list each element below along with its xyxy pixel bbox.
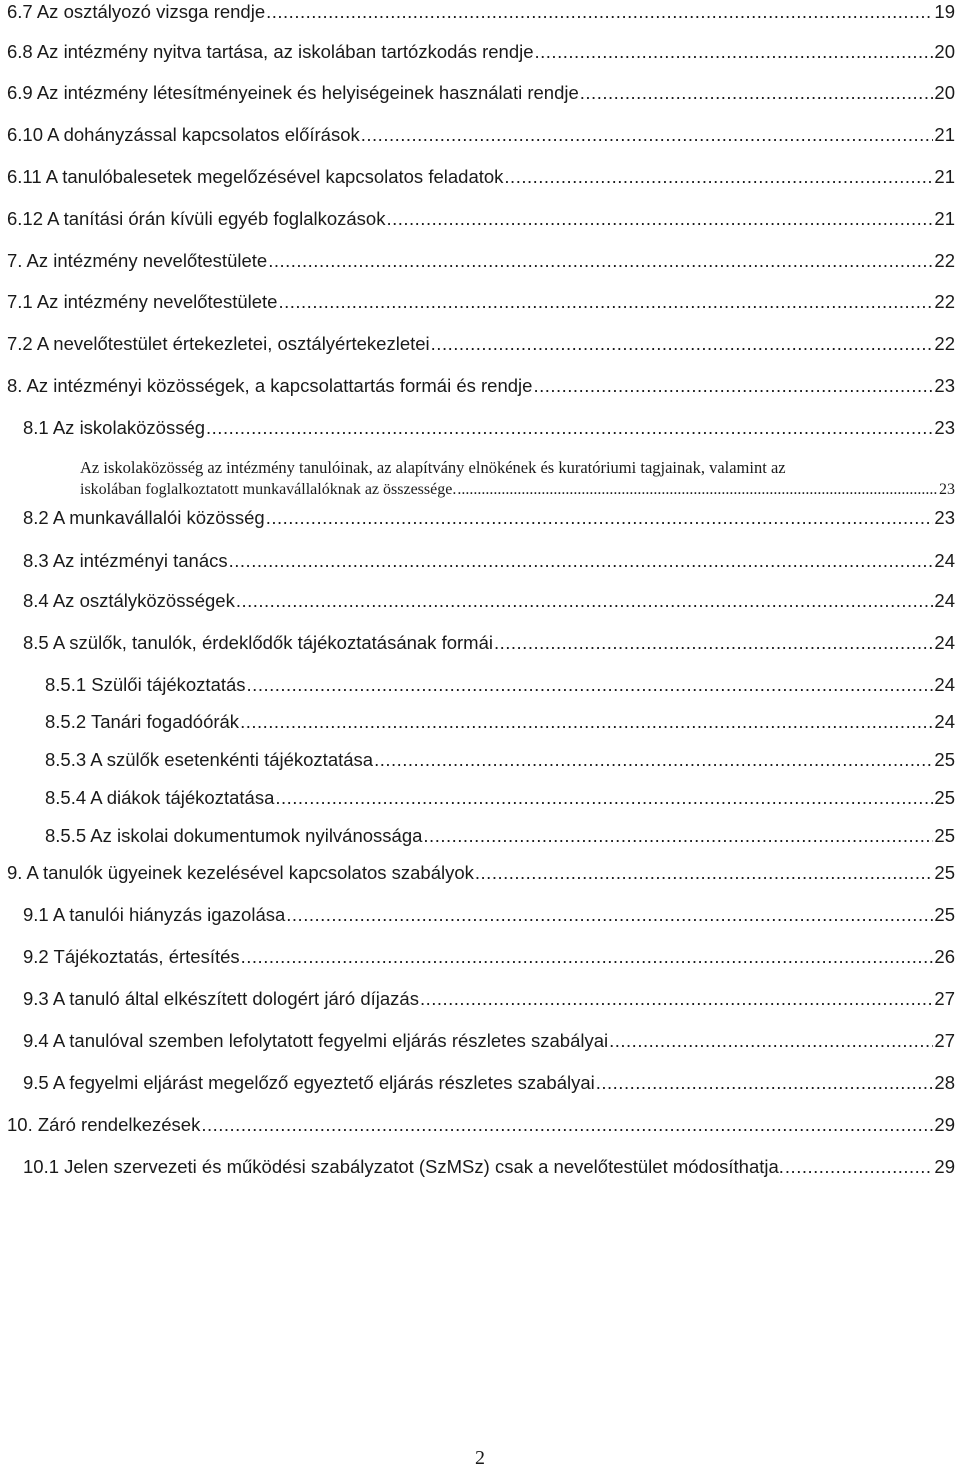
toc-entry-6-9[interactable] bbox=[7, 82, 955, 104]
toc-dot-leader bbox=[423, 825, 933, 847]
toc-entry-title: 8. Az intézményi közösségek, a kapcsolattartás formái és rendje bbox=[7, 375, 533, 396]
toc-entry-title: 6.7 Az osztályozó vizsga rendje bbox=[7, 1, 266, 22]
toc-dot-leader bbox=[533, 375, 933, 397]
toc-entry-page: 25 bbox=[934, 862, 955, 883]
toc-entry-10[interactable] bbox=[7, 1114, 955, 1136]
toc-entry-page: 23 bbox=[934, 417, 955, 438]
toc-entry-title: 8.5 A szülők, tanulók, érdeklődők tájékoztatásának formái bbox=[23, 632, 493, 653]
toc-dot-leader bbox=[278, 291, 933, 313]
toc-entry-title: 7. Az intézmény nevelőtestülete bbox=[7, 250, 268, 271]
toc-dot-leader bbox=[241, 946, 934, 968]
toc-entry-page: 25 bbox=[934, 787, 955, 808]
toc-entry-title: 6.10 A dohányzással kapcsolatos előírások bbox=[7, 124, 360, 145]
toc-dot-leader bbox=[494, 632, 933, 654]
toc-entry-7-2[interactable] bbox=[7, 333, 955, 355]
toc-dot-leader bbox=[374, 749, 933, 771]
toc-entry-title: 9.1 A tanulói hiányzás igazolása bbox=[23, 904, 286, 925]
toc-entry-7-1[interactable] bbox=[7, 291, 955, 313]
toc-entry-6-12[interactable] bbox=[7, 208, 955, 230]
toc-entry-title: 10. Záró rendelkezések bbox=[7, 1114, 201, 1135]
toc-entry-page: 28 bbox=[934, 1072, 955, 1093]
toc-dot-leader bbox=[201, 1114, 933, 1136]
toc-entry-8-5-3[interactable] bbox=[45, 749, 955, 771]
toc-dot-leader bbox=[420, 988, 933, 1010]
toc-entry-9-2[interactable] bbox=[23, 946, 955, 968]
toc-entry-title: 10.1 Jelen szervezeti és működési szabályzatot (SzMSz) csak a nevelőtestület módosíthatja. bbox=[23, 1156, 784, 1177]
toc-dot-leader bbox=[266, 1, 933, 23]
toc-entry-line2 bbox=[80, 480, 955, 500]
toc-entry-page: 24 bbox=[934, 550, 955, 571]
toc-entry-page: 24 bbox=[934, 674, 955, 695]
toc-entry-page: 25 bbox=[934, 825, 955, 846]
toc-dot-leader bbox=[475, 862, 934, 884]
toc-entry-6-11[interactable] bbox=[7, 166, 955, 188]
toc-entry-6-8[interactable] bbox=[7, 41, 955, 63]
toc-entry-9[interactable] bbox=[7, 862, 955, 884]
toc-entry-9-3[interactable] bbox=[23, 988, 955, 1010]
toc-dot-leader bbox=[431, 333, 934, 355]
toc-entry-page: 25 bbox=[934, 904, 955, 925]
toc-dot-leader bbox=[596, 1072, 934, 1094]
toc-entry-9-1[interactable] bbox=[23, 904, 955, 926]
toc-entry-7[interactable] bbox=[7, 250, 955, 272]
toc-entry-6-10[interactable] bbox=[7, 124, 955, 146]
toc-entry-page: 27 bbox=[934, 988, 955, 1009]
toc-entry-page: 19 bbox=[934, 1, 955, 22]
toc-dot-leader bbox=[386, 208, 933, 230]
toc-entry-page: 22 bbox=[934, 333, 955, 354]
toc-entry-page: 21 bbox=[934, 208, 955, 229]
toc-entry-8-1-sub[interactable] bbox=[80, 456, 955, 500]
toc-entry-page: 25 bbox=[934, 749, 955, 770]
toc-dot-leader bbox=[236, 590, 934, 612]
toc-dot-leader bbox=[609, 1030, 933, 1052]
toc-entry-page: 20 bbox=[934, 82, 955, 103]
toc-entry-8-1[interactable] bbox=[23, 417, 955, 439]
toc-entry-page: 24 bbox=[934, 590, 955, 611]
toc-entry-page: 23 bbox=[934, 507, 955, 528]
toc-dot-leader bbox=[275, 787, 933, 809]
toc-entry-page: 24 bbox=[934, 711, 955, 732]
toc-entry-page: 26 bbox=[934, 946, 955, 967]
toc-entry-page: 22 bbox=[934, 291, 955, 312]
toc-entry-title: 8.2 A munkavállalói közösség bbox=[23, 507, 265, 528]
toc-entry-page: 29 bbox=[934, 1156, 955, 1177]
toc-entry-8-4[interactable] bbox=[23, 590, 955, 612]
toc-entry-page: 24 bbox=[934, 632, 955, 653]
toc-entry-title: 9.3 A tanuló által elkészített dologért járó díjazás bbox=[23, 988, 419, 1009]
toc-entry-title: 9.5 A fegyelmi eljárást megelőző egyeztető eljárás részletes szabályai bbox=[23, 1072, 595, 1093]
toc-entry-title: 8.4 Az osztályközösségek bbox=[23, 590, 235, 611]
toc-entry-title: 8.5.5 Az iskolai dokumentumok nyilvánossága bbox=[45, 825, 423, 846]
toc-entry-title-line1: Az iskolaközösség az intézmény tanulóinak, az alapítvány elnökének és kuratóriumi tagjainak, valamint az bbox=[80, 458, 786, 477]
toc-entry-9-5[interactable] bbox=[23, 1072, 955, 1094]
toc-entry-page: 20 bbox=[934, 41, 955, 62]
toc-dot-leader bbox=[785, 1156, 934, 1178]
toc-entry-page: 23 bbox=[939, 481, 955, 498]
toc-entry-title: 9.2 Tájékoztatás, értesítés bbox=[23, 946, 240, 967]
toc-entry-title: 9. A tanulók ügyeinek kezelésével kapcsolatos szabályok bbox=[7, 862, 474, 883]
toc-entry-title: 8.5.4 A diákok tájékoztatása bbox=[45, 787, 275, 808]
toc-entry-8-5-5[interactable] bbox=[45, 825, 955, 847]
page-number: 2 bbox=[475, 1447, 485, 1469]
toc-entry-title: 7.2 A nevelőtestület értekezletei, osztályértekezletei bbox=[7, 333, 430, 354]
toc-dot-leader bbox=[206, 417, 933, 439]
toc-entry-6-7[interactable] bbox=[7, 1, 955, 23]
toc-entry-title: 8.5.1 Szülői tájékoztatás bbox=[45, 674, 246, 695]
toc-entry-8-3[interactable] bbox=[23, 550, 955, 572]
toc-entry-10-1[interactable] bbox=[23, 1156, 955, 1178]
toc-entry-title-line2: iskolában foglalkoztatott munkavállalóknak az összessége. bbox=[80, 481, 457, 498]
toc-dot-leader bbox=[361, 124, 934, 146]
toc-entry-title: 6.9 Az intézmény létesítményeinek és helyiségeinek használati rendje bbox=[7, 82, 579, 103]
toc-entry-page: 27 bbox=[934, 1030, 955, 1051]
toc-dot-leader bbox=[580, 82, 934, 104]
toc-entry-title: 8.3 Az intézményi tanács bbox=[23, 550, 228, 571]
toc-dot-leader bbox=[266, 507, 934, 529]
toc-entry-8[interactable] bbox=[7, 375, 955, 397]
toc-entry-title: 8.5.2 Tanári fogadóórák bbox=[45, 711, 240, 732]
toc-entry-page: 21 bbox=[934, 166, 955, 187]
toc-entry-8-5-2[interactable] bbox=[45, 711, 955, 733]
toc-entry-title: 6.12 A tanítási órán kívüli egyéb foglalkozások bbox=[7, 208, 386, 229]
toc-entry-8-5-4[interactable] bbox=[45, 787, 955, 809]
toc-dot-leader bbox=[535, 41, 934, 63]
toc-entry-page: 29 bbox=[934, 1114, 955, 1135]
toc-dot-leader bbox=[240, 711, 933, 733]
toc-entry-8-2[interactable] bbox=[23, 507, 955, 529]
toc-dot-leader bbox=[286, 904, 933, 926]
toc-entry-title: 6.8 Az intézmény nyitva tartása, az iskolában tartózkodás rendje bbox=[7, 41, 534, 62]
toc-dot-leader bbox=[268, 250, 933, 272]
toc-entry-title: 9.4 A tanulóval szemben lefolytatott fegyelmi eljárás részletes szabályai bbox=[23, 1030, 609, 1051]
toc-dot-leader bbox=[247, 674, 934, 696]
toc-dot-leader bbox=[229, 550, 934, 572]
toc-dot-leader bbox=[504, 166, 933, 188]
toc-entry-title: 7.1 Az intézmény nevelőtestülete bbox=[7, 291, 278, 312]
toc-entry-8-5[interactable] bbox=[23, 632, 955, 654]
toc-entry-page: 21 bbox=[934, 124, 955, 145]
toc-entry-8-5-1[interactable] bbox=[45, 674, 955, 696]
toc-entry-title: 6.11 A tanulóbalesetek megelőzésével kapcsolatos feladatok bbox=[7, 166, 504, 187]
toc-entry-title: 8.1 Az iskolaközösség bbox=[23, 417, 206, 438]
toc-entry-page: 22 bbox=[934, 250, 955, 271]
toc-entry-page: 23 bbox=[934, 375, 955, 396]
toc-dot-leader bbox=[457, 480, 938, 500]
toc-entry-title: 8.5.3 A szülők esetenkénti tájékoztatása bbox=[45, 749, 374, 770]
toc-entry-9-4[interactable] bbox=[23, 1030, 955, 1052]
